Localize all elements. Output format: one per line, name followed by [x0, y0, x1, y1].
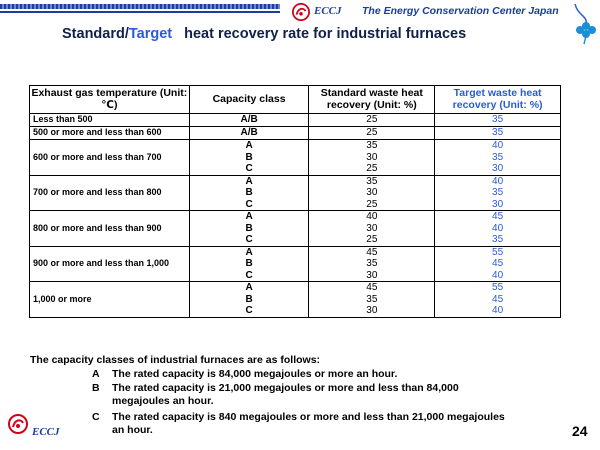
header-rule-thin — [0, 11, 280, 13]
note-text: The rated capacity is 21,000 megajoules or more and less than 84,000 megajoules an hour. — [112, 382, 459, 407]
header-target: Target waste heat recovery (Unit: %) — [435, 86, 561, 114]
capacity-cell: A/B — [189, 127, 309, 140]
notes-intro: The capacity classes of industrial furnaces are as follows: — [30, 354, 321, 366]
standard-cell: 25 — [309, 114, 435, 127]
temp-cell: 900 or more and less than 1,000 — [30, 246, 190, 282]
standard-cell: 40 30 25 — [309, 211, 435, 247]
capacity-cell: A B C — [189, 282, 309, 318]
table-header-row — [30, 86, 561, 114]
page-title — [62, 26, 466, 42]
standard-cell: 35 30 25 — [309, 140, 435, 176]
table-row — [30, 211, 561, 247]
capacity-cell: A B C — [189, 246, 309, 282]
capacity-cell: A B C — [189, 140, 309, 176]
table-row — [30, 175, 561, 211]
header-temperature: Exhaust gas temperature (Unit: ℃) — [30, 86, 190, 114]
table-row — [30, 246, 561, 282]
target-cell: 45 40 35 — [435, 211, 561, 247]
temp-cell: 700 or more and less than 800 — [30, 175, 190, 211]
table-row — [30, 140, 561, 176]
target-cell: 55 45 40 — [435, 282, 561, 318]
temp-cell: 800 or more and less than 900 — [30, 211, 190, 247]
standard-cell: 45 35 30 — [309, 246, 435, 282]
temp-cell: 600 or more and less than 700 — [30, 140, 190, 176]
title-accent: Target — [128, 26, 173, 42]
standard-cell: 35 30 25 — [309, 175, 435, 211]
standard-cell: 45 35 30 — [309, 282, 435, 318]
temp-cell: Less than 500 — [30, 114, 190, 127]
note-text: The rated capacity is 84,000 megajoules or more an hour. — [112, 368, 398, 380]
table-row — [30, 114, 561, 127]
target-cell: 35 — [435, 114, 561, 127]
table-row — [30, 282, 561, 318]
eccj-footer-logo-text: ECCJ — [32, 426, 60, 438]
title-rest: heat recovery rate for industrial furnaces — [184, 26, 467, 42]
target-cell: 55 45 40 — [435, 246, 561, 282]
organization-name: The Energy Conservation Center Japan — [362, 5, 559, 17]
eccj-footer-logo-icon — [8, 414, 28, 434]
recovery-rate-table — [29, 85, 561, 318]
clover-icon — [570, 2, 600, 46]
target-cell: 35 — [435, 127, 561, 140]
table-row — [30, 127, 561, 140]
header-standard: Standard waste heat recovery (Unit: %) — [309, 86, 435, 114]
eccj-logo-text: ECCJ — [314, 5, 342, 17]
title-prefix: Standard/ — [62, 26, 129, 42]
capacity-cell: A B C — [189, 175, 309, 211]
target-cell: 40 35 30 — [435, 140, 561, 176]
header-rule — [0, 4, 280, 9]
note-key: C — [92, 411, 100, 423]
capacity-cell: A B C — [189, 211, 309, 247]
note-key: A — [92, 368, 100, 380]
target-cell: 40 35 30 — [435, 175, 561, 211]
page-number: 24 — [572, 423, 588, 439]
note-text: The rated capacity is 840 megajoules or more and less than 21,000 megajoules an hour. — [112, 411, 505, 436]
capacity-cell: A/B — [189, 114, 309, 127]
eccj-logo-icon — [292, 3, 310, 21]
standard-cell: 25 — [309, 127, 435, 140]
header-capacity: Capacity class — [189, 86, 309, 114]
temp-cell: 1,000 or more — [30, 282, 190, 318]
temp-cell: 500 or more and less than 600 — [30, 127, 190, 140]
note-key: B — [92, 382, 100, 394]
